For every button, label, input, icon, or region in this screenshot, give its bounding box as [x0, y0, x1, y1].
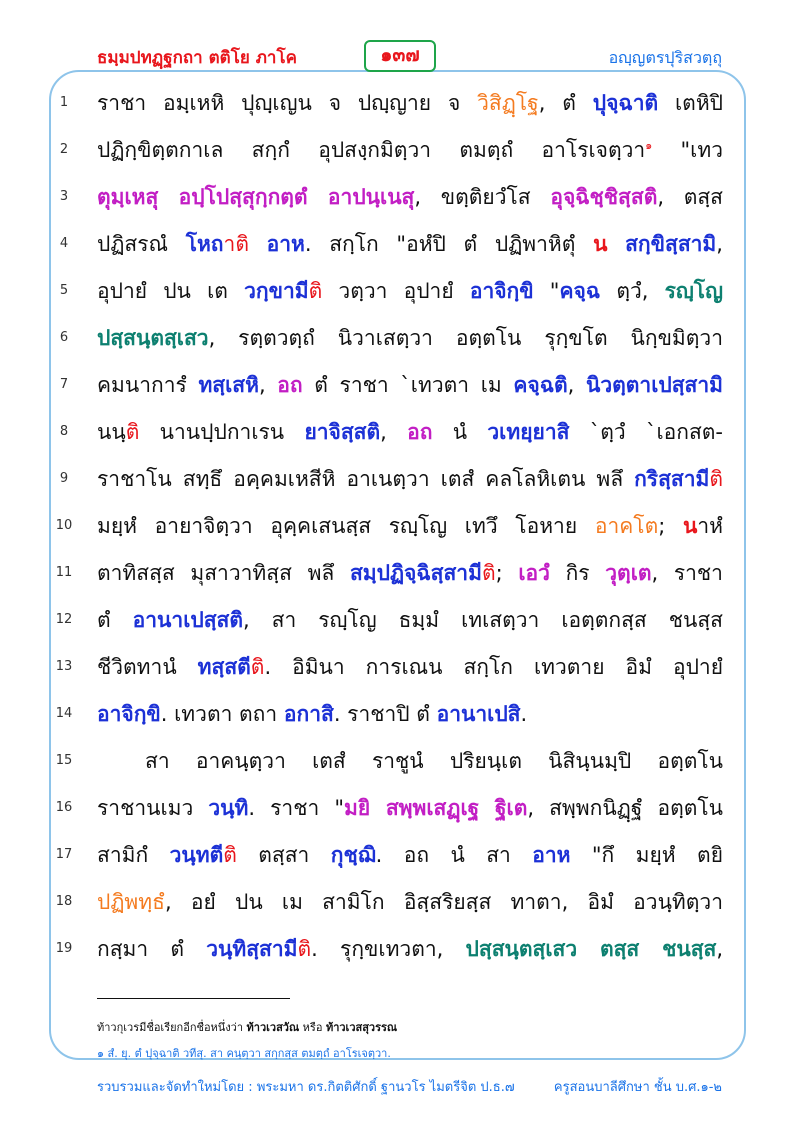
- line-text: มยฺหํ อายาจิตฺวา อุคฺคเสนสฺส รญฺโญ เทวึ โอหาย อาคโต; นาหํ: [97, 514, 723, 538]
- text-line: [0, 177, 800, 217]
- running-title: ธมฺมปทฏฺฐกถา ตติโย ภาโค: [97, 48, 297, 68]
- term: อาจิกฺขิ: [97, 702, 161, 726]
- line-text: ราชาโน สทฺธึ อคฺคมเหสีหิ อาเนตฺวา เตสํ คลโลหิเตน พลึ กริสฺสามีติ: [97, 467, 723, 491]
- line-text: ราชานเมว วนฺทิ. ราชา "มยิ สพฺพเสฏฺเฐ ฐิเต, สพฺพกนิฏฺฐํ อตฺตโน: [97, 796, 723, 820]
- line-number: 9: [59, 471, 69, 486]
- footer-credit: รวบรวมและจัดทำใหม่โดย : พระมหา ดร.กิตติศักดิ์ ฐานวโร ไมตรีจิต ป.ธ.๗: [97, 1080, 515, 1095]
- text-line: [0, 506, 800, 546]
- term: อาคโต: [594, 514, 659, 538]
- term: โหถ: [185, 232, 224, 256]
- term: รญฺโญ: [664, 279, 723, 303]
- term: อาจิกฺขิ: [469, 279, 534, 303]
- section-title: อญฺญตรปุริสวตฺถุ: [608, 48, 722, 67]
- page-number: ๑๓๗: [364, 40, 436, 72]
- line-number: 17: [55, 847, 73, 862]
- term: ปุจฺฉาติ: [592, 91, 659, 115]
- term: ยาจิสฺสติ: [304, 420, 381, 444]
- text-line: [0, 600, 800, 640]
- text-line: [0, 788, 800, 828]
- line-text: ราชา อมฺเหหิ ปุญฺเญน จ ปญฺญาย จ วิสิฏฺโฐ, ตํ ปุจฺฉาติ เตหิปิ: [97, 91, 723, 115]
- term: อถ: [407, 420, 433, 444]
- text-line: [0, 130, 800, 170]
- term: สมฺปฏิจฺฉิสฺสามี: [349, 561, 482, 585]
- line-number: 10: [55, 518, 73, 533]
- text-line: [0, 224, 800, 264]
- line-number: 12: [55, 612, 73, 627]
- line-number: 15: [55, 753, 73, 768]
- line-number: 13: [55, 659, 73, 674]
- line-text: คมนาการํ ทสฺเสหิ, อถ ตํ ราชา `เทวตา เม คจฺฉติ, นิวตฺตาเปสฺสามิ: [97, 373, 723, 397]
- text-line: [0, 83, 800, 123]
- term: ปสฺสนฺตสฺเสว ตสฺส ชนสฺส: [465, 937, 717, 961]
- term: วุตฺเต: [605, 561, 652, 585]
- term: มยิ สพฺพเสฏฺเฐ ฐิเต: [344, 796, 528, 820]
- term: อาห: [532, 843, 571, 867]
- text-line: [0, 835, 800, 875]
- line-number: 5: [59, 283, 69, 298]
- footnote-1: ท้าวกุเวรมีชื่อเรียกอีกชื่อหนึ่งว่า ท้าวเวสวัณ หรือ ท้าวเวสสุวรรณ: [97, 1021, 398, 1034]
- line-number: 6: [59, 330, 69, 345]
- line-text: ชีวิตทานํ ทสฺสตีติ. อิมินา การเณน สกฺโก เทวตาย อิมํ อุปายํ: [97, 655, 723, 679]
- line-number: 11: [55, 565, 73, 580]
- text-line: [0, 741, 800, 781]
- term: วนฺทิ: [208, 796, 249, 820]
- line-text: สามิกํ วนฺทตีติ ตสฺสา กุชฺฌิ. อถ นํ สา อาห "กึ มยฺหํ ตยิ: [97, 843, 723, 867]
- term: วนฺทิสฺสามี: [206, 937, 298, 961]
- line-number: 14: [55, 706, 73, 721]
- text-line: [0, 365, 800, 405]
- footnote-marker: ๑: [645, 139, 653, 152]
- term: น: [682, 514, 698, 538]
- footer-course: ครูสอนบาลีศึกษา ชั้น บ.ศ.๑-๒: [553, 1080, 722, 1095]
- term: อกาสิ: [283, 702, 334, 726]
- term: คจฺฉ: [559, 279, 601, 303]
- term: วเทยฺยาสิ: [487, 420, 570, 444]
- term: กริสฺสามี: [634, 467, 710, 491]
- text-line: [0, 318, 800, 358]
- line-text: ตุมฺเหสุ อปฺโปสฺสุกฺกตฺตํ อาปนฺเนสุ, ขตฺติยวํโส อุจฺฉิชฺชิสฺสติ, ตสฺส: [97, 185, 723, 209]
- text-line: [0, 882, 800, 922]
- text-line: [0, 647, 800, 687]
- line-text: นนฺติ นานปฺปกาเรน ยาจิสฺสติ, อถ นํ วเทยฺยาสิ `ตฺวํ `เอกสต-: [97, 420, 723, 444]
- term: วกฺขามี: [244, 279, 309, 303]
- line-number: 7: [59, 377, 69, 392]
- term: ทสฺสตี: [197, 655, 251, 679]
- term: อานาเปสฺสติ: [132, 608, 243, 632]
- line-text: อาจิกฺขิ. เทวตา ตถา อกาสิ. ราชาปิ ตํ อานาเปสิ.: [97, 702, 528, 726]
- line-text: ตํ อานาเปสฺสติ, สา รญฺโญ ธมฺมํ เทเสตฺวา เอตฺตกสฺส ชนสฺส: [97, 608, 723, 632]
- text-line: [0, 553, 800, 593]
- footnote-rule: [97, 998, 290, 999]
- term: อาห: [266, 232, 305, 256]
- term: วิสิฏฺโฐ: [477, 91, 539, 115]
- line-number: 2: [59, 142, 69, 157]
- line-number: 18: [55, 894, 73, 909]
- line-number: 8: [59, 424, 69, 439]
- term: น: [593, 232, 608, 256]
- text-line: [0, 694, 800, 734]
- line-text: สา อาคนฺตฺวา เตสํ ราชูนํ ปริยนฺเต นิสินฺนมฺปิ อตฺตโน: [145, 749, 723, 773]
- term: นิวตฺตาเปสฺสามิ: [586, 373, 723, 397]
- text-line: [0, 412, 800, 452]
- footnote-2: ๑ สํ. ยุ. ตํ ปุจฺฉาติ วทีสุ. สา คนฺตฺวา สกฺกสฺส ตมตฺถํ อาโรเจตฺวา.: [97, 1047, 391, 1060]
- term: กุชฺฌิ: [330, 843, 376, 867]
- term: ปสฺสนฺตสฺเสว: [97, 326, 209, 350]
- line-text: ปฏิกฺขิตฺตกาเล สกฺกํ อุปสงฺกมิตฺวา ตมตฺถํ อาโรเจตฺวา$^๑$ "เทว: [97, 138, 723, 162]
- term: ปฏิพทฺธํ: [97, 890, 165, 914]
- text-line: [0, 459, 800, 499]
- line-number: 4: [59, 236, 69, 251]
- term: ทสฺเสหิ: [198, 373, 259, 397]
- line-text: ปฏิพทฺธํ, อยํ ปน เม สามิโก อิสฺสริยสฺส ทาตา, อิมํ อวนฺทิตฺวา: [97, 890, 723, 914]
- line-text: ตาทิสสฺส มุสาวาทิสฺส พลึ สมฺปฏิจฺฉิสฺสามีติ; เอวํ กิร วุตฺเต, ราชา: [97, 561, 723, 585]
- term: วนฺทตี: [169, 843, 224, 867]
- text-line: [0, 929, 800, 969]
- line-number: 19: [55, 941, 73, 956]
- page-footer: [97, 1076, 722, 1097]
- term: อานาเปสิ: [436, 702, 521, 726]
- line-text: ปสฺสนฺตสฺเสว, รตฺตวตฺถํ นิวาเสตฺวา อตฺตโน รุกฺขโต นิกฺขมิตฺวา: [97, 326, 723, 350]
- line-number: 1: [59, 95, 69, 110]
- line-number: 16: [55, 800, 73, 815]
- text-line: [0, 271, 800, 311]
- term: ตุมฺเหสุ อปฺโปสฺสุกฺกตฺตํ อาปนฺเนสุ: [97, 185, 415, 209]
- term: เอวํ: [518, 561, 550, 585]
- line-text: ปฏิสรณํ โหถาติ อาห. สกฺโก "อหํปิ ตํ ปฏิพาหิตุํ น สกฺขิสฺสามิ,: [97, 232, 723, 256]
- line-number: 3: [59, 189, 69, 204]
- line-text: กสฺมา ตํ วนฺทิสฺสามีติ. รุกฺขเทวตา, ปสฺสนฺตสฺเสว ตสฺส ชนสฺส,: [97, 937, 723, 961]
- term: สกฺขิสฺสามิ: [625, 232, 717, 256]
- term: คจฺฉติ: [513, 373, 568, 397]
- term: อุจฺฉิชฺชิสฺสติ: [550, 185, 658, 209]
- line-text: อุปายํ ปน เต วกฺขามีติ วตฺวา อุปายํ อาจิกฺขิ "คจฺฉ ตฺวํ, รญฺโญ: [97, 279, 723, 303]
- term: อถ: [277, 373, 303, 397]
